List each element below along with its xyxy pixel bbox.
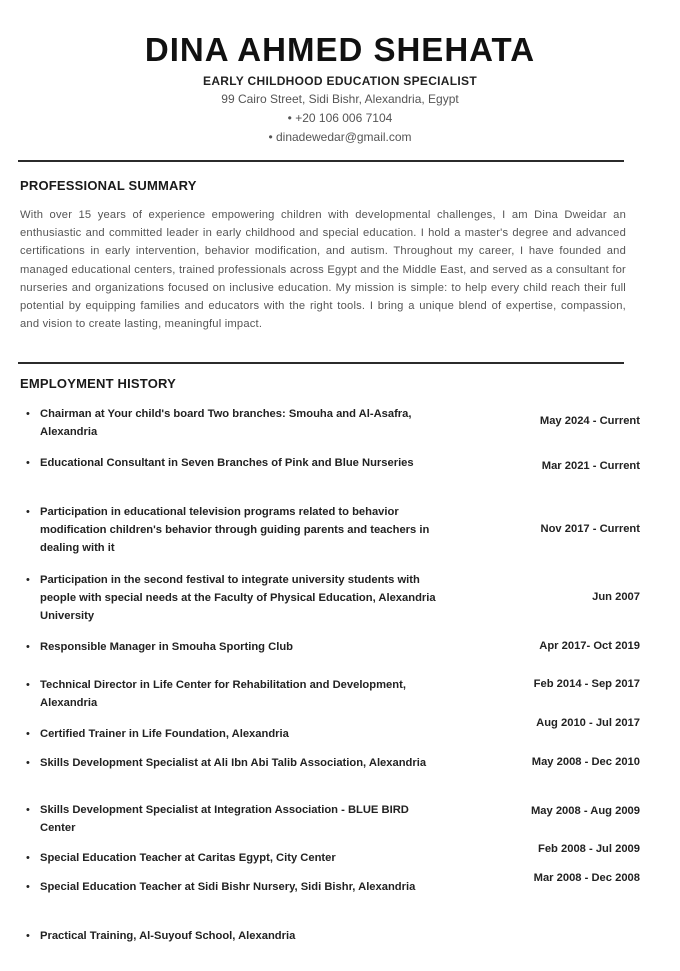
job-dates: Jun 2007 [592,591,640,603]
job-role: Special Education Teacher at Sidi Bishr Nursery, Sidi Bishr, Alexandria [40,881,416,893]
job-dates: May 2008 - Dec 2010 [531,756,640,768]
bullet-icon: • [26,679,30,691]
job-dates: Feb 2014 - Sep 2017 [533,678,640,690]
job-role: Skills Development Specialist at Integration Association - BLUE BIRD Center [40,804,409,834]
address: 99 Cairo Street, Sidi Bishr, Alexandria, Egypt [221,92,459,106]
bullet-icon: • [26,641,30,653]
job-role: Practical Training, Al-Suyouf School, Alexandria [40,930,296,942]
job-role: Special Education Teacher at Caritas Egypt, City Center [40,852,336,864]
job-role: Participation in the second festival to integrate university students with people with special needs at the Faculty of Physical Education, Alexandria University [40,574,436,622]
bullet-icon: • [26,757,30,769]
job-role: Participation in educational television programs related to behavior modification children's behavior through guiding parents and teachers in dealing with it [40,506,430,554]
job-role: Chairman at Your child's board Two branches: Smouha and Al-Asafra, Alexandria [40,408,412,438]
job-dates: May 2008 - Aug 2009 [530,805,640,817]
job-dates: Mar 2021 - Current [541,460,640,472]
phone: • +20 106 006 7104 [287,111,393,125]
job-role: Educational Consultant in Seven Branches of Pink and Blue Nurseries [40,457,414,469]
job-dates: Mar 2008 - Dec 2008 [533,872,640,884]
resume-header [0,0,680,145]
employment-heading: EMPLOYMENT HISTORY [20,376,177,391]
job-dates: Aug 2010 - Jul 2017 [536,717,640,729]
job-role: Responsible Manager in Smouha Sporting Club [40,641,293,653]
job-role: Certified Trainer in Life Foundation, Alexandria [40,728,289,740]
bullet-icon: • [26,852,30,864]
divider-middle [18,362,624,364]
bullet-icon: • [26,408,30,420]
candidate-name: DINA AHMED SHEHATA [144,31,536,68]
job-dates: Apr 2017- Oct 2019 [539,640,640,652]
job-dates: Feb 2008 - Jul 2009 [538,843,640,855]
bullet-icon: • [26,881,30,893]
job-dates: Nov 2017 - Current [540,523,640,535]
bullet-icon: • [26,574,30,586]
bullet-icon: • [26,728,30,740]
email: • dinadewedar@gmail.com [268,130,412,144]
job-dates: May 2024 - Current [539,415,640,427]
bullet-icon: • [26,930,30,942]
bullet-icon: • [26,506,30,518]
job-role: Skills Development Specialist at Ali Ibn Abi Talib Association, Alexandria [40,757,427,769]
bullet-icon: • [26,457,30,469]
bullet-icon: • [26,804,30,816]
summary-heading: PROFESSIONAL SUMMARY [20,178,197,193]
job-role: Technical Director in Life Center for Rehabilitation and Development, Alexandria [40,679,406,709]
job-title: EARLY CHILDHOOD EDUCATION SPECIALIST [203,74,477,88]
summary-text: With over 15 years of experience empowering children with developmental challenges, I am Dina Dweidar an enthusiastic and committed leader in early childhood and special education. I hold a master's degree and advanced certifications in early intervention, behavior modification, and autism. Throughout my career, I have founded and managed educational centers, trained professionals across Egypt and the Middle East, and served as a consultant for nurseries and organizations focused on inclusive education. My mission is simple: to help every child reach their full potential by equipping families and educators with the right tools. I bring a unique blend of expertise, compassion, and vision to create lasting, meaningful impact. [20,209,626,331]
divider-top [18,160,624,162]
